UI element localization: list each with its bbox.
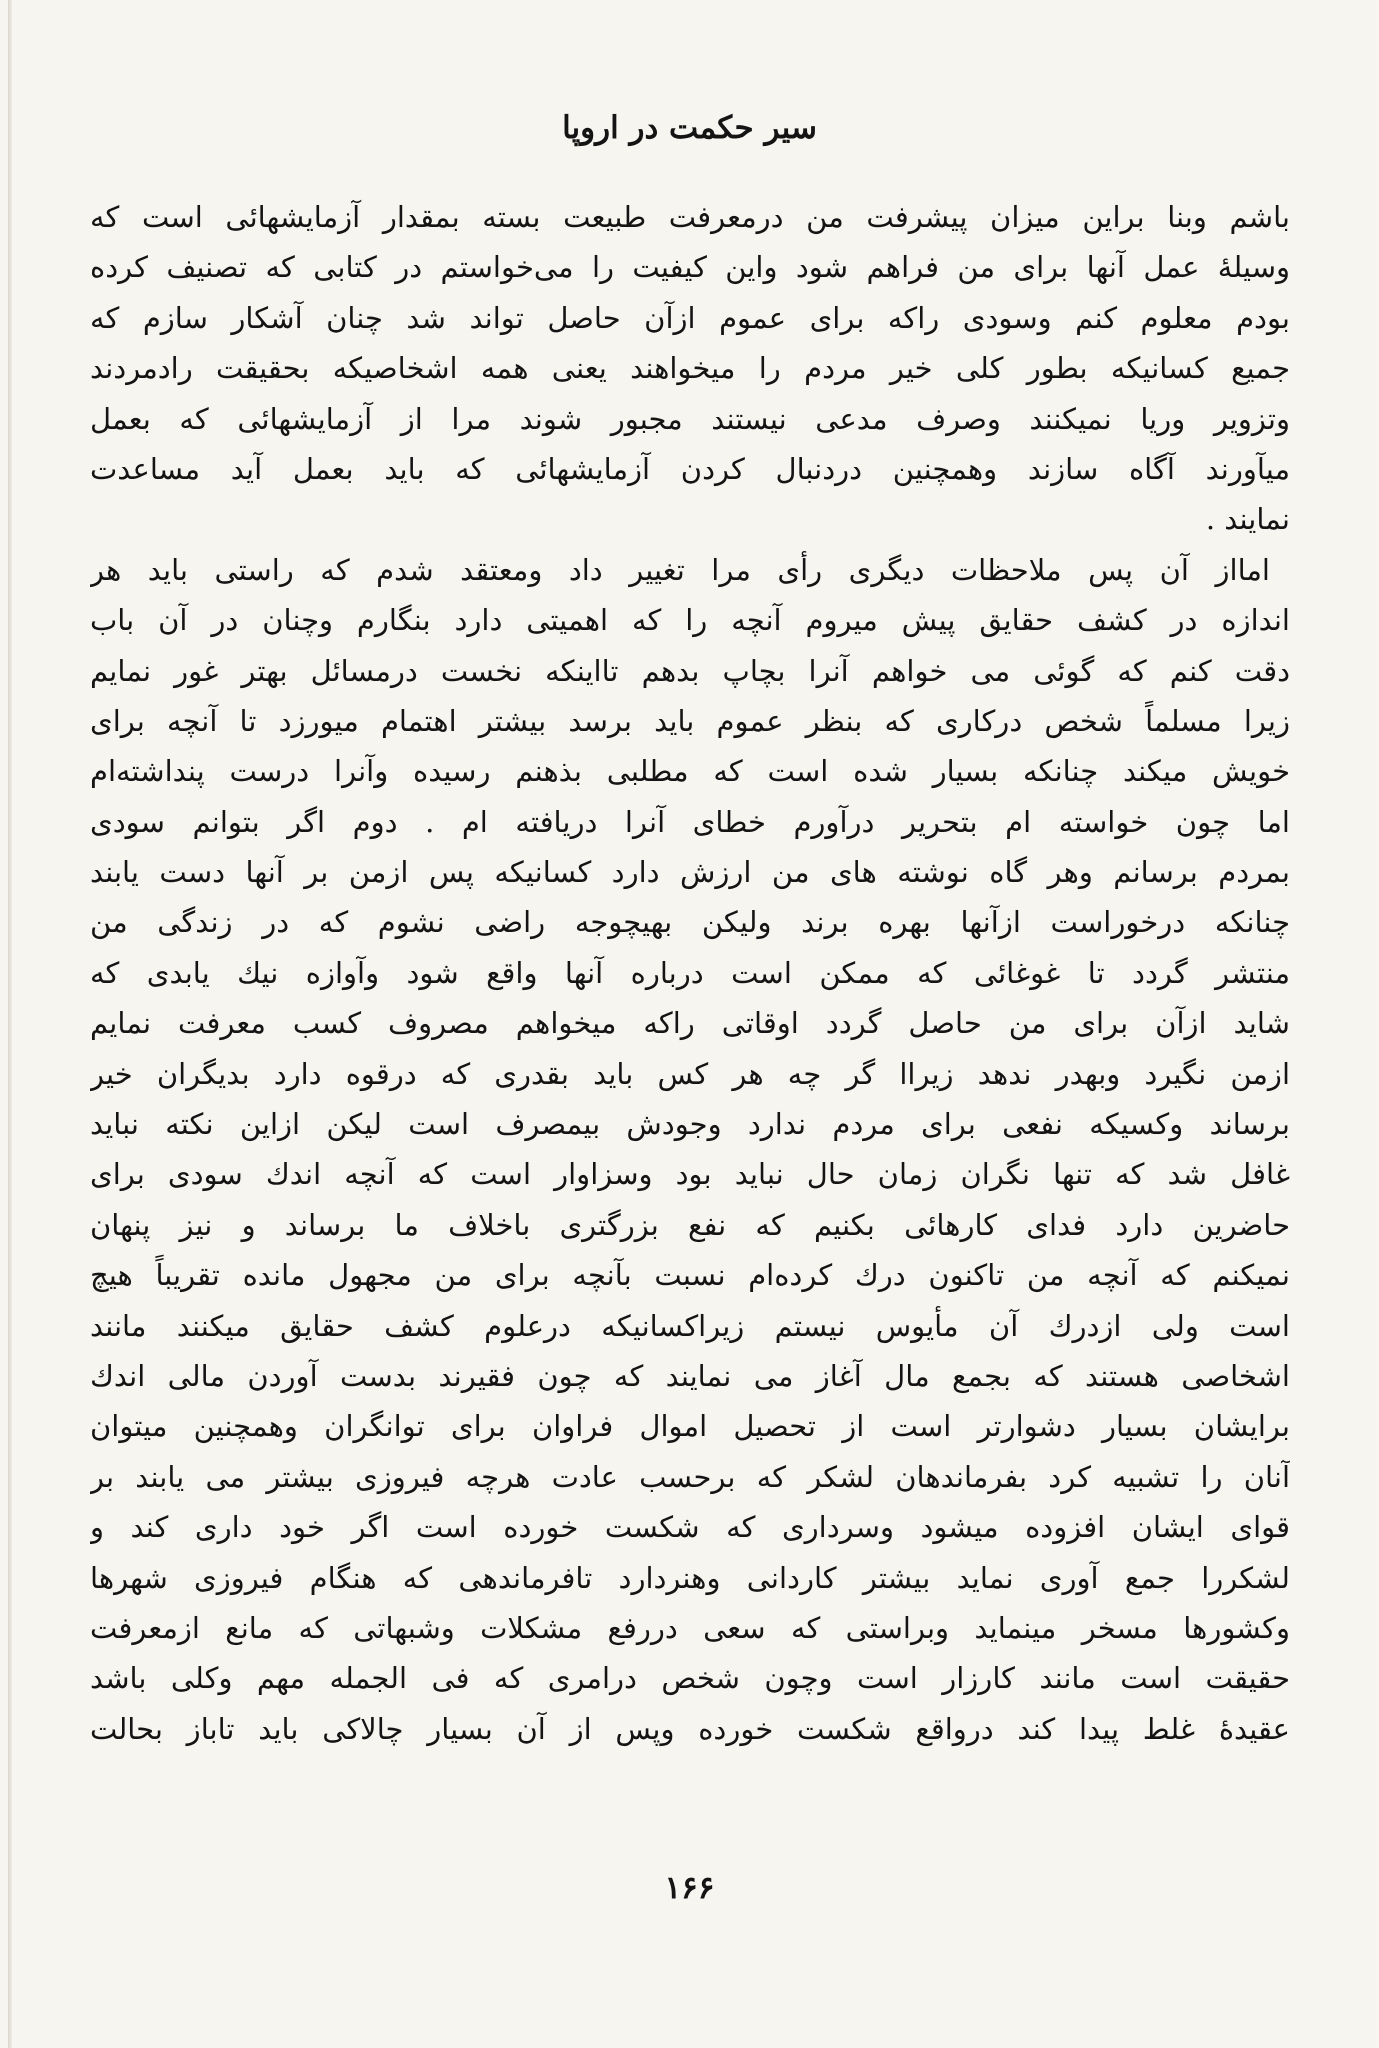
text-line: وسیلهٔ عمل آنها برای من فراهم شود واین کیفیت را می‌خواستم در کتابی که تصنیف کرده (90, 250, 1290, 285)
text-line: بودم معلوم کنم وسودی راکه برای عموم ازآن حاصل تواند شد چنان آشکار سازم که (90, 300, 1290, 335)
text-line: بمردم برسانم وهر گاه نوشته های من ارزش دارد کسانیکه پس ازمن بر آنها دست یابند (90, 855, 1290, 890)
text-line: جمیع کسانیکه بطور کلی خیر مردم را میخواهند یعنی همه اشخاصیکه بحقیقت رادمردند (90, 351, 1290, 386)
text-line: برساند وکسیکه نفعی برای مردم ندارد وجودش بیمصرف است لیکن ازاین نکته نباید (90, 1107, 1290, 1142)
text-line: امااز آن پس ملاحظات دیگری رأی مرا تغییر داد ومعتقد شدم که راستی باید هر (90, 552, 1270, 587)
text-line: غافل شد که تنها نگران زمان حال نباید بود وسزاوار است که آنچه اندك سودی برای (90, 1157, 1290, 1192)
text-line: آنان را تشبیه کرد بفرماندهان لشکر که برحسب عادت هرچه فیروزی بیشتر می یابند بر (90, 1459, 1290, 1494)
running-head-title: سیر حکمت در اروپا (562, 110, 817, 146)
text-line: اما چون خواسته ام بتحریر درآورم خطای آنرا دریافته ام . دوم اگر بتوانم سودی (90, 804, 1290, 839)
text-line: نمیکنم که آنچه من تاکنون درك کرده‌ام نسبت بآنچه برای من مجهول مانده تقریباً هیچ (90, 1258, 1290, 1293)
text-line: زیرا مسلماً شخص درکاری که بنظر عموم باید برسد بیشتر اهتمام میورزد تا آنچه برای (90, 703, 1290, 738)
text-line: اشخاصی هستند که بجمع مال آغاز می نمایند که چون فقیرند بدست آوردن مالی اندك (90, 1358, 1290, 1393)
body-text (90, 192, 1290, 1754)
text-line: لشکررا جمع آوری نماید بیشتر کاردانی وهنردارد تافرماندهی که هنگام فیروزی شهرها (90, 1560, 1290, 1595)
text-line: منتشر گردد تا غوغائی که ممکن است درباره آنها واقع شود وآوازه نیك یابدی که (90, 955, 1290, 990)
text-line: قوای ایشان افزوده میشود وسرداری که شکست خورده است اگر خود داری کند و (90, 1510, 1290, 1545)
text-line: خویش میکند چنانکه بسیار شده است که مطلبی بذهنم رسیده وآنرا درست پنداشته‌ام (90, 754, 1290, 789)
text-line: وکشورها مسخر مینماید وبراستی که سعی دررفع مشکلات وشبهاتی که مانع ازمعرفت (90, 1610, 1290, 1645)
page-number: ۱۶۶ (664, 1870, 715, 1906)
text-line: برایشان بسیار دشوارتر است از تحصیل اموال فراوان برای توانگران وهمچنین میتوان (90, 1409, 1290, 1444)
page-binding-edge (8, 0, 12, 2048)
text-line: شاید ازآن برای من حاصل گردد اوقاتی راکه میخواهم مصروف کسب معرفت نمایم (90, 1006, 1290, 1041)
text-line: ازمن نگیرد وبهدر ندهد زیراا گر چه هر کس باید بقدری که درقوه دارد بدیگران خیر (90, 1056, 1290, 1091)
text-line: است ولی ازدرك آن مأیوس نیستم زیراکسانیکه درعلوم کشف حقایق میکنند مانند (90, 1308, 1290, 1343)
text-line: وتزویر وریا نمیکنند وصرف مدعی نیستند مجبور شوند مرا از آزمایشهائی که بعمل (90, 401, 1290, 436)
text-line: چنانکه درخوراست ازآنها بهره برند ولیکن بهیچوجه راضی نشوم که در زندگی من (90, 905, 1290, 940)
paragraph (90, 545, 1290, 1754)
text-line: دقت کنم که گوئی می خواهم آنرا بچاپ بدهم تااینکه نخست درمسائل بهتر غور نمایم (90, 653, 1290, 688)
text-line: عقیدهٔ غلط پیدا کند درواقع شکست خورده وپس از آن بسیار چالاکی باید تاباز بحالت (90, 1711, 1290, 1746)
text-line: نمایند . (1205, 502, 1290, 537)
paragraph (90, 192, 1290, 545)
text-line: باشم وبنا براین میزان پیشرفت من درمعرفت طبیعت بسته بمقدار آزمایشهائی است که (90, 200, 1290, 234)
text-line: حقیقت است مانند کارزار است وچون شخص درامری که فی الجمله مهم وکلی باشد (90, 1661, 1290, 1696)
text-line: اندازه در کشف حقایق پیش میروم آنچه را که اهمیتی دارد بنگارم وچنان در آن باب (90, 603, 1290, 638)
text-line: میآورند آگاه سازند وهمچنین دردنبال کردن آزمایشهائی که باید بعمل آید مساعدت (90, 451, 1290, 486)
text-line: حاضرین دارد فدای کارهائی بکنیم که نفع بزرگتری باخلاف ما برساند و نیز پنهان (90, 1207, 1290, 1242)
